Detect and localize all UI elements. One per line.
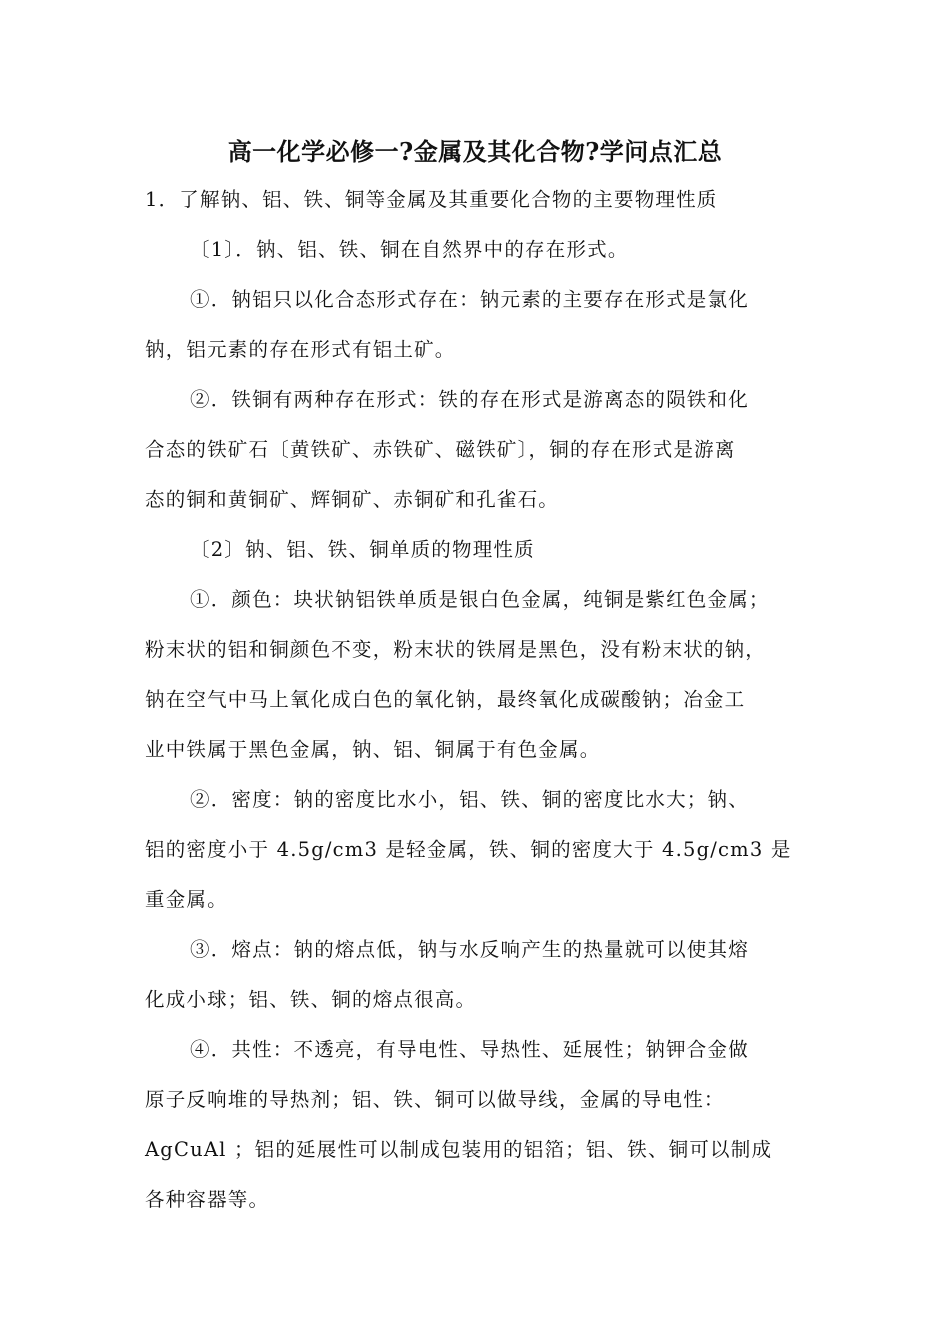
subsection-heading: 〔1〕．钠、铝、铁、铜在自然界中的存在形式。 xyxy=(190,238,629,261)
paragraph-line: 业中铁属于黑色金属，钠、铝、铜属于有色金属。 xyxy=(145,738,601,761)
paragraph-line: 粉末状的铝和铜颜色不变，粉末状的铁屑是黑色，没有粉末状的钠， xyxy=(145,638,767,661)
document-title: 高一化学必修一?金属及其化合物?学问点汇总 xyxy=(227,137,723,166)
paragraph-line: 合态的铁矿石〔黄铁矿、赤铁矿、磁铁矿〕，铜的存在形式是游离 xyxy=(145,438,736,461)
section-heading: 1．了解钠、铝、铁、铜等金属及其重要化合物的主要物理性质 xyxy=(145,188,718,211)
paragraph-line: AgCuAl ；铝的延展性可以制成包装用的铝箔；铝、铁、铜可以制成 xyxy=(145,1138,773,1161)
paragraph-line: ①．颜色：块状钠铝铁单质是银白色金属，纯铜是紫红色金属； xyxy=(190,588,770,611)
paragraph-line: 铝的密度小于 4.5g/cm3 是轻金属，铁、铜的密度大于 4.5g/cm3 是 xyxy=(145,838,792,861)
paragraph-line: 重金属。 xyxy=(145,888,228,911)
paragraph-line: ②．铁铜有两种存在形式：铁的存在形式是游离态的陨铁和化 xyxy=(190,388,749,411)
subsection-heading: 〔2〕钠、铝、铁、铜单质的物理性质 xyxy=(190,538,535,561)
paragraph-line: 钠，铝元素的存在形式有铝土矿。 xyxy=(145,338,456,361)
paragraph-line: 原子反响堆的导热剂；铝、铁、铜可以做导线，金属的导电性： xyxy=(145,1088,725,1111)
paragraph-line: 钠在空气中马上氧化成白色的氧化钠，最终氧化成碳酸钠；冶金工 xyxy=(145,688,746,711)
paragraph-line: 各种容器等。 xyxy=(145,1188,270,1211)
paragraph-line: 化成小球；铝、铁、铜的熔点很高。 xyxy=(145,988,477,1011)
paragraph-line: 态的铜和黄铜矿、辉铜矿、赤铜矿和孔雀石。 xyxy=(145,488,560,511)
paragraph-line: ①．钠铝只以化合态形式存在：钠元素的主要存在形式是氯化 xyxy=(190,288,749,311)
paragraph-line: ④．共性：不透亮，有导电性、导热性、延展性；钠钾合金做 xyxy=(190,1038,749,1061)
paragraph-line: ③．熔点：钠的熔点低，钠与水反响产生的热量就可以使其熔 xyxy=(190,938,749,961)
paragraph-line: ②．密度：钠的密度比水小，铝、铁、铜的密度比水大；钠、 xyxy=(190,788,749,811)
